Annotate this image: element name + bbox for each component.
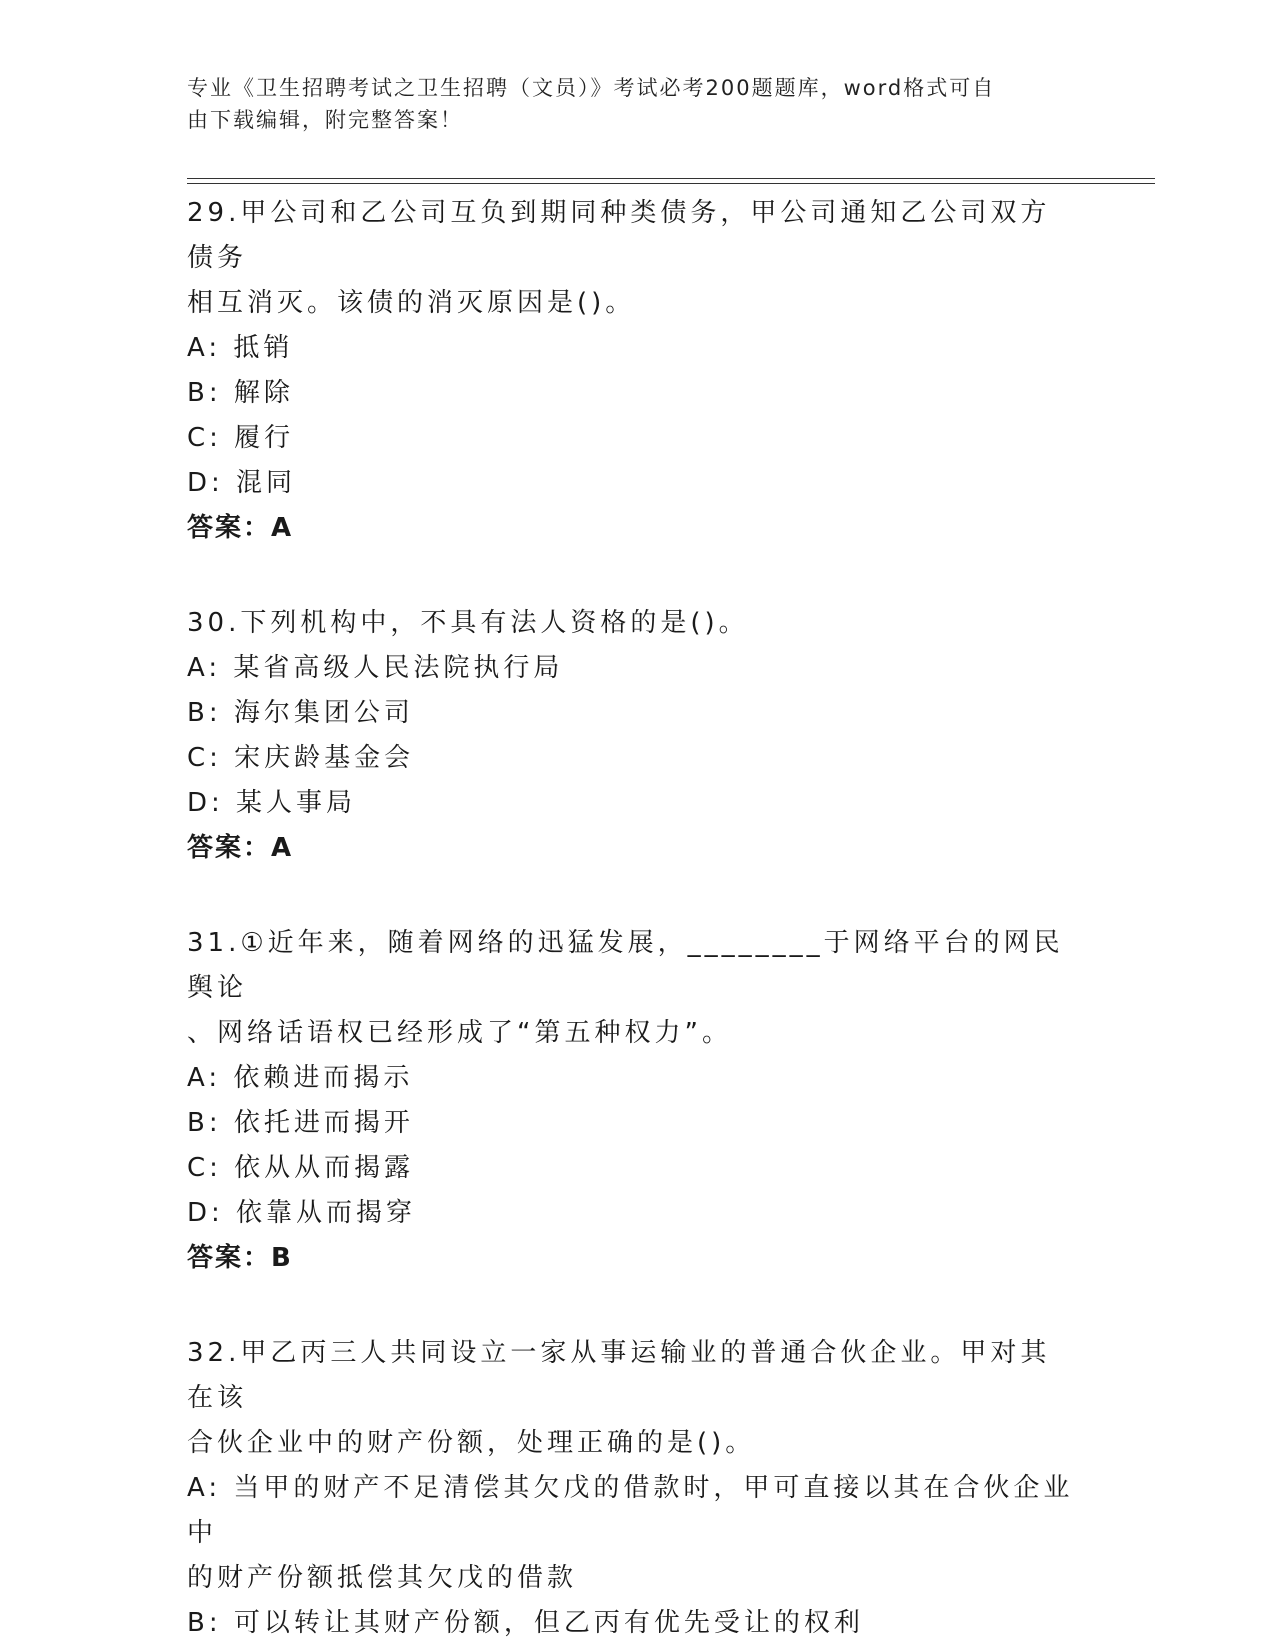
option-b: B: 可以转让其财产份额，但乙丙有优先受让的权利 <box>187 1608 864 1638</box>
question-stem-line: 29.甲公司和乙公司互负到期同种类债务，甲公司通知乙公司双方债务 <box>187 198 1051 273</box>
option-b: B: 依托进而揭开 <box>187 1108 414 1138</box>
question-32 <box>187 1331 1077 1646</box>
option-a: A: 抵销 <box>187 333 294 363</box>
option-d: D: 某人事局 <box>187 788 357 818</box>
question-30 <box>187 601 1077 871</box>
option-a-continued: 的财产份额抵偿其欠戊的借款 <box>187 1563 578 1593</box>
answer-line: 答案：B <box>187 1243 293 1273</box>
question-stem <box>187 1331 1077 1466</box>
question-spacer <box>187 1281 1077 1328</box>
option-c: C: 宋庆龄基金会 <box>187 743 415 773</box>
document-header <box>187 72 1067 136</box>
question-stem <box>187 601 1077 646</box>
option-a: A: 依赖进而揭示 <box>187 1063 414 1093</box>
option-a: A: 当甲的财产不足清偿其欠戊的借款时，甲可直接以其在合伙企业中 <box>187 1473 1074 1548</box>
answer-line: 答案：A <box>187 513 294 543</box>
question-29 <box>187 191 1077 551</box>
option-d: D: 混同 <box>187 468 297 498</box>
option-c: C: 履行 <box>187 423 295 453</box>
question-stem-line: 合伙企业中的财产份额，处理正确的是()。 <box>187 1428 756 1458</box>
question-stem <box>187 191 1077 326</box>
header-line-1: 专业《卫生招聘考试之卫生招聘（文员）》考试必考200题题库，word格式可自 <box>187 76 996 100</box>
question-spacer <box>187 871 1077 918</box>
question-stem-line: 32.甲乙丙三人共同设立一家从事运输业的普通合伙企业。甲对其在该 <box>187 1338 1051 1413</box>
option-a: A: 某省高级人民法院执行局 <box>187 653 564 683</box>
header-divider-top <box>187 178 1155 179</box>
option-d: D: 依靠从而揭穿 <box>187 1198 417 1228</box>
option-b: B: 解除 <box>187 378 294 408</box>
option-c: C: 依从从而揭露 <box>187 1153 415 1183</box>
question-stem <box>187 921 1077 1056</box>
answer-line: 答案：A <box>187 833 294 863</box>
question-stem-line: 相互消灭。该债的消灭原因是()。 <box>187 288 636 318</box>
option-b: B: 海尔集团公司 <box>187 698 414 728</box>
question-list <box>187 188 1077 1646</box>
question-stem-line: 31.①近年来，随着网络的迅猛发展，________于网络平台的网民舆论 <box>187 928 1064 1003</box>
header-divider-bottom <box>187 183 1155 184</box>
question-stem-line: 、网络话语权已经形成了“第五种权力”。 <box>187 1018 732 1048</box>
question-31 <box>187 921 1077 1281</box>
question-spacer <box>187 551 1077 598</box>
header-line-2: 由下载编辑，附完整答案！ <box>187 108 463 132</box>
question-stem-line: 30.下列机构中，不具有法人资格的是()。 <box>187 608 749 638</box>
